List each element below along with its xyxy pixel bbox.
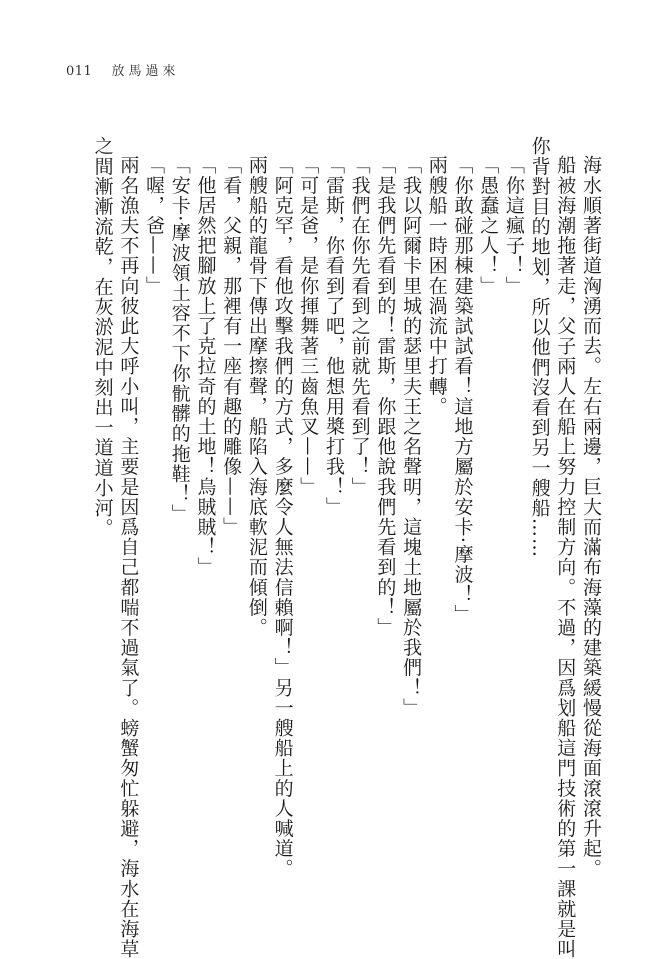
text-line: 「雷斯，你看到了吧，他想用槳打我！」 (322, 155, 345, 517)
text-line: 「看，父親，那裡有一座有趣的雕像——」 (220, 155, 243, 537)
text-line: 之間漸漸流乾，在灰淤泥中刻出一道道小河。 (91, 136, 114, 538)
text-line: 「阿克罕，看他攻擊我們的方式，多麼令人無法信賴啊！」另一艘船上的人喊道。 (271, 155, 294, 879)
text-line: 「你這瘋子！」 (502, 155, 525, 296)
text-line: 「我以阿爾卡里城的瑟里夫王之名聲明，這塊土地屬於我們！」 (400, 155, 423, 718)
text-line: 船被海潮拖著走，父子兩人在船上努力控制方向。不過，因爲划船這門技術的第一課就是叫 (554, 155, 577, 959)
text-line: 「你敢碰那棟建築試試看！這地方屬於安卡·摩波！」 (451, 155, 474, 625)
text-line: 兩名漁夫不再向彼此大呼小叫，主要是因爲自己都喘不過氣了。螃蟹匆忙躲避，海水在海草 (117, 155, 140, 959)
text-line: 「我們在你先看到之前就先看到了！」 (348, 155, 371, 497)
text-line: 兩艘船一時困在渦流中打轉。 (425, 155, 448, 417)
text-line: 「是我們先看到的！雷斯，你跟他說我們先看到的！」 (374, 155, 397, 638)
page-number: 011 (66, 64, 93, 79)
vertical-text-body (89, 136, 603, 959)
text-line: 「他居然把腳放上了克拉奇的土地！烏賊賊！」 (194, 155, 217, 578)
text-line: 「愚蠢之人！」 (477, 155, 500, 296)
running-header (66, 60, 179, 79)
book-title: 放馬過來 (111, 64, 180, 79)
text-line: 「可是爸，是你揮舞著三齒魚叉——」 (297, 155, 320, 497)
text-line: 「喔，爸——」 (143, 155, 166, 296)
text-line: 你背對目的地划，所以他們沒看到另一艘船…… (528, 136, 551, 559)
text-line: 兩艘船的龍骨下傳出摩擦聲，船陷入海底軟泥而傾倒。 (245, 155, 268, 638)
text-line: 「安卡·摩波領土容不下你骯髒的拖鞋！」 (168, 155, 191, 524)
text-line: 海水順著街道洶湧而去。左右兩邊，巨大而滿布海藻的建築緩慢從海面滾滾升起。 (580, 155, 602, 879)
